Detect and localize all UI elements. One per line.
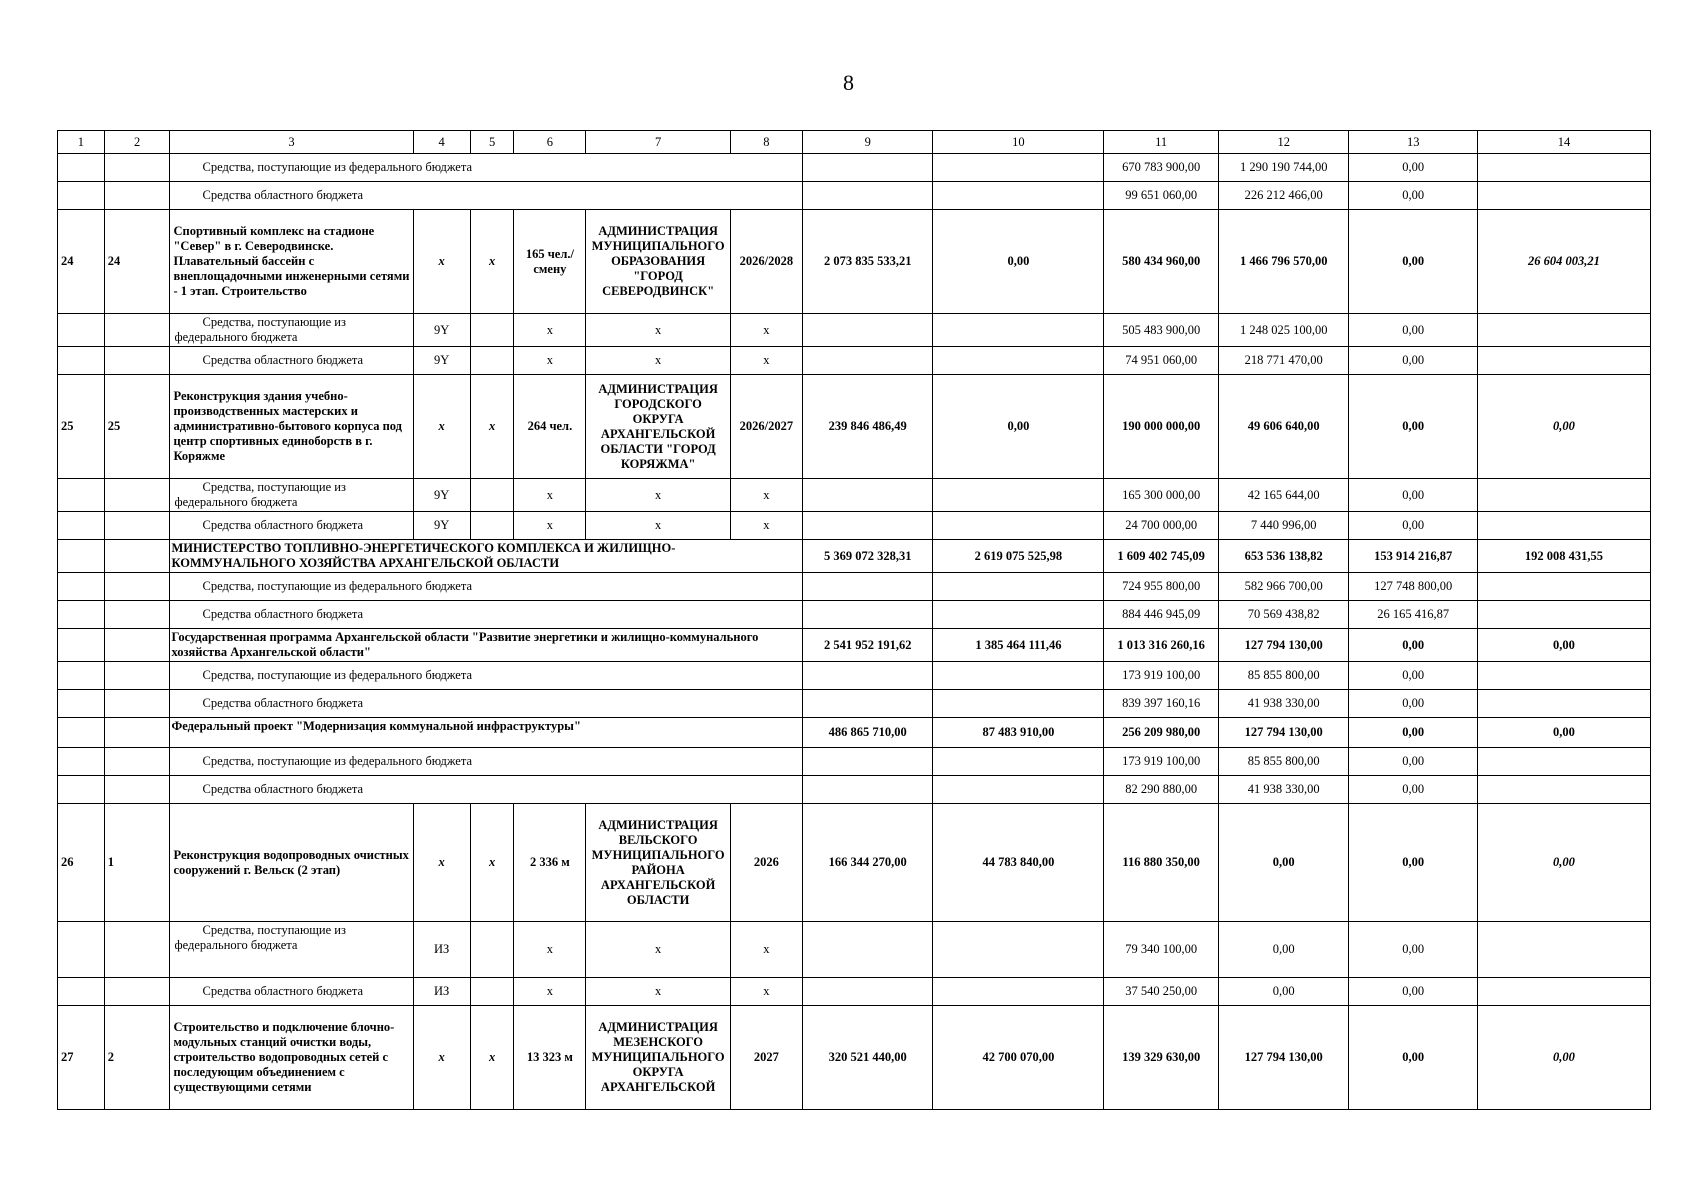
funding-source-label: Средства, поступающие из федерального бюджета xyxy=(170,922,413,978)
table-row xyxy=(58,690,1651,718)
group-title: Федеральный проект "Модернизация коммунальной инфраструктуры" xyxy=(170,718,802,748)
table-row xyxy=(58,922,1651,978)
table-cell: 49 606 640,00 xyxy=(1218,375,1349,479)
table-cell xyxy=(104,512,170,540)
table-cell: 25 xyxy=(104,375,170,479)
table-cell: 218 771 470,00 xyxy=(1218,347,1349,375)
table-cell: х xyxy=(730,512,802,540)
table-row xyxy=(58,210,1651,314)
column-number-cell: 4 xyxy=(413,131,470,154)
table-cell: 127 794 130,00 xyxy=(1218,718,1349,748)
table-cell: 0,00 xyxy=(1218,978,1349,1006)
table-row xyxy=(58,601,1651,629)
table-cell xyxy=(104,718,170,748)
table-cell xyxy=(1477,690,1650,718)
table-cell: 2 619 075 525,98 xyxy=(933,540,1104,573)
table-cell xyxy=(58,347,105,375)
column-number-cell: 8 xyxy=(730,131,802,154)
table-cell: 724 955 800,00 xyxy=(1104,573,1219,601)
funding-source-label: Средства, поступающие из федерального бюджета xyxy=(170,314,413,347)
table-cell: 9Y xyxy=(413,479,470,512)
table-cell xyxy=(104,922,170,978)
table-cell: 2026/2027 xyxy=(730,375,802,479)
table-cell xyxy=(58,922,105,978)
column-number-cell: 9 xyxy=(802,131,933,154)
funding-source-label: Средства областного бюджета xyxy=(170,776,802,804)
table-cell: 0,00 xyxy=(1349,629,1477,662)
table-cell: х xyxy=(514,347,586,375)
table-cell: 74 951 060,00 xyxy=(1104,347,1219,375)
table-cell: 0,00 xyxy=(1349,375,1477,479)
table-cell xyxy=(802,182,933,210)
table-cell: 1 385 464 111,46 xyxy=(933,629,1104,662)
table-cell: 26 604 003,21 xyxy=(1477,210,1650,314)
table-cell xyxy=(1477,601,1650,629)
table-cell: 0,00 xyxy=(1349,347,1477,375)
table-cell: х xyxy=(470,1006,514,1110)
table-cell: х xyxy=(730,314,802,347)
table-cell: х xyxy=(730,347,802,375)
funding-source-label: Средства областного бюджета xyxy=(170,182,802,210)
table-cell: 9Y xyxy=(413,314,470,347)
table-cell: 505 483 900,00 xyxy=(1104,314,1219,347)
table-cell: 42 165 644,00 xyxy=(1218,479,1349,512)
table-cell xyxy=(470,512,514,540)
table-row xyxy=(58,1006,1651,1110)
table-cell: 226 212 466,00 xyxy=(1218,182,1349,210)
table-cell: 0,00 xyxy=(1477,718,1650,748)
table-cell: 0,00 xyxy=(933,210,1104,314)
table-cell xyxy=(933,662,1104,690)
table-cell: х xyxy=(730,922,802,978)
table-cell: 1 248 025 100,00 xyxy=(1218,314,1349,347)
table-cell: 0,00 xyxy=(1477,629,1650,662)
table-cell xyxy=(104,314,170,347)
table-cell: х xyxy=(413,1006,470,1110)
table-cell: 0,00 xyxy=(1349,210,1477,314)
table-cell: 2 073 835 533,21 xyxy=(802,210,933,314)
table-cell xyxy=(1477,662,1650,690)
column-number-cell: 7 xyxy=(586,131,730,154)
table-cell xyxy=(802,512,933,540)
table-cell: 26 165 416,87 xyxy=(1349,601,1477,629)
table-cell xyxy=(802,748,933,776)
table-cell xyxy=(802,978,933,1006)
table-cell: 173 919 100,00 xyxy=(1104,748,1219,776)
table-cell xyxy=(104,978,170,1006)
table-row xyxy=(58,748,1651,776)
table-cell xyxy=(1477,154,1650,182)
table-cell: 27 xyxy=(58,1006,105,1110)
table-cell xyxy=(933,601,1104,629)
funding-source-label: Средства, поступающие из федерального бюджета xyxy=(170,573,802,601)
table-cell xyxy=(470,922,514,978)
table-cell xyxy=(933,182,1104,210)
table-cell xyxy=(58,314,105,347)
table-cell: 173 919 100,00 xyxy=(1104,662,1219,690)
table-cell: 85 855 800,00 xyxy=(1218,748,1349,776)
table-cell xyxy=(933,347,1104,375)
table-cell xyxy=(104,601,170,629)
table-cell xyxy=(802,314,933,347)
table-row xyxy=(58,375,1651,479)
table-cell: х xyxy=(586,314,730,347)
customer-name: АДМИНИСТРАЦИЯ ГОРОДСКОГО ОКРУГА АРХАНГЕЛЬСКОЙ ОБЛАСТИ "ГОРОД КОРЯЖМА" xyxy=(586,375,730,479)
table-row xyxy=(58,182,1651,210)
table-cell: 2 541 952 191,62 xyxy=(802,629,933,662)
table-cell: 670 783 900,00 xyxy=(1104,154,1219,182)
table-cell xyxy=(58,776,105,804)
table-cell xyxy=(1477,922,1650,978)
table-cell: 2 336 м xyxy=(514,804,586,922)
table-cell: 0,00 xyxy=(933,375,1104,479)
column-number-cell: 12 xyxy=(1218,131,1349,154)
customer-name: АДМИНИСТРАЦИЯ МУНИЦИПАЛЬНОГО ОБРАЗОВАНИЯ "ГОРОД СЕВЕРОДВИНСК" xyxy=(586,210,730,314)
table-cell xyxy=(933,314,1104,347)
table-cell: 0,00 xyxy=(1349,804,1477,922)
funding-source-label: Средства областного бюджета xyxy=(170,690,802,718)
table-cell: 2 xyxy=(104,1006,170,1110)
table-cell: 13 323 м xyxy=(514,1006,586,1110)
table-cell: 0,00 xyxy=(1349,776,1477,804)
table-cell: 79 340 100,00 xyxy=(1104,922,1219,978)
table-cell xyxy=(802,479,933,512)
funding-source-label: Средства, поступающие из федерального бюджета xyxy=(170,748,802,776)
table-cell: 24 xyxy=(58,210,105,314)
table-cell: х xyxy=(514,922,586,978)
table-cell xyxy=(933,573,1104,601)
object-name: Реконструкция здания учебно-производственных мастерских и административно-бытового корпуса под центр спортивных единоборств в г. Коряжме xyxy=(170,375,413,479)
table-cell: 41 938 330,00 xyxy=(1218,776,1349,804)
table-cell: х xyxy=(586,978,730,1006)
table-cell xyxy=(104,347,170,375)
table-cell xyxy=(104,154,170,182)
table-cell xyxy=(802,601,933,629)
table-cell: 139 329 630,00 xyxy=(1104,1006,1219,1110)
table-cell: 44 783 840,00 xyxy=(933,804,1104,922)
table-cell: 0,00 xyxy=(1349,512,1477,540)
table-cell xyxy=(933,748,1104,776)
table-cell xyxy=(104,748,170,776)
table-row xyxy=(58,629,1651,662)
group-title: МИНИСТЕРСТВО ТОПЛИВНО-ЭНЕРГЕТИЧЕСКОГО КОМПЛЕКСА И ЖИЛИЩНО-КОММУНАЛЬНОГО ХОЗЯЙСТВА АРХАНГЕЛЬСКОЙ ОБЛАСТИ xyxy=(170,540,802,573)
table-cell xyxy=(802,662,933,690)
table-cell: 486 865 710,00 xyxy=(802,718,933,748)
table-cell: 0,00 xyxy=(1349,690,1477,718)
table-cell: 166 344 270,00 xyxy=(802,804,933,922)
table-cell xyxy=(1477,776,1650,804)
table-cell: 580 434 960,00 xyxy=(1104,210,1219,314)
table-cell xyxy=(802,347,933,375)
table-cell xyxy=(58,154,105,182)
table-cell: 1 290 190 744,00 xyxy=(1218,154,1349,182)
table-cell: 256 209 980,00 xyxy=(1104,718,1219,748)
table-cell xyxy=(58,629,105,662)
table-cell xyxy=(802,690,933,718)
table-cell: х xyxy=(514,314,586,347)
table-cell: х xyxy=(586,347,730,375)
table-cell xyxy=(802,776,933,804)
table-cell: 25 xyxy=(58,375,105,479)
table-cell: 239 846 486,49 xyxy=(802,375,933,479)
table-row xyxy=(58,978,1651,1006)
table-cell: х xyxy=(730,978,802,1006)
table-cell xyxy=(933,512,1104,540)
table-cell: х xyxy=(514,479,586,512)
table-cell xyxy=(1477,314,1650,347)
table-cell xyxy=(1477,182,1650,210)
table-cell xyxy=(1477,573,1650,601)
table-cell: х xyxy=(470,210,514,314)
table-cell: х xyxy=(586,479,730,512)
funding-source-label: Средства, поступающие из федерального бюджета xyxy=(170,662,802,690)
table-cell: 127 748 800,00 xyxy=(1349,573,1477,601)
table-cell xyxy=(58,662,105,690)
table-cell xyxy=(104,182,170,210)
table-cell: х xyxy=(470,375,514,479)
table-cell: 0,00 xyxy=(1349,922,1477,978)
table-cell: 0,00 xyxy=(1349,978,1477,1006)
table-cell: 37 540 250,00 xyxy=(1104,978,1219,1006)
table-cell: 0,00 xyxy=(1218,922,1349,978)
table-cell: 264 чел. xyxy=(514,375,586,479)
table-cell xyxy=(58,748,105,776)
table-row xyxy=(58,804,1651,922)
table-row xyxy=(58,540,1651,573)
column-number-cell: 11 xyxy=(1104,131,1219,154)
table-row xyxy=(58,573,1651,601)
table-cell: 85 855 800,00 xyxy=(1218,662,1349,690)
table-cell: 2027 xyxy=(730,1006,802,1110)
table-cell xyxy=(104,662,170,690)
table-cell xyxy=(1477,748,1650,776)
table-cell xyxy=(933,922,1104,978)
table-cell: 70 569 438,82 xyxy=(1218,601,1349,629)
table-cell: х xyxy=(413,804,470,922)
table-cell: 0,00 xyxy=(1349,748,1477,776)
table-row xyxy=(58,314,1651,347)
column-number-cell: 10 xyxy=(933,131,1104,154)
table-cell: 839 397 160,16 xyxy=(1104,690,1219,718)
table-cell: 0,00 xyxy=(1349,182,1477,210)
table-row xyxy=(58,776,1651,804)
table-cell: 127 794 130,00 xyxy=(1218,1006,1349,1110)
funding-source-label: Средства областного бюджета xyxy=(170,347,413,375)
table-cell: х xyxy=(586,922,730,978)
table-cell: 9Y xyxy=(413,512,470,540)
table-cell: х xyxy=(514,978,586,1006)
page-number: 8 xyxy=(843,70,854,95)
table-cell: 0,00 xyxy=(1349,662,1477,690)
table-cell xyxy=(58,573,105,601)
funding-source-label: Средства, поступающие из федерального бюджета xyxy=(170,154,802,182)
funding-source-label: Средства областного бюджета xyxy=(170,512,413,540)
column-number-cell: 5 xyxy=(470,131,514,154)
table-cell xyxy=(104,479,170,512)
table-cell xyxy=(104,629,170,662)
table-cell xyxy=(933,154,1104,182)
table-cell: 582 966 700,00 xyxy=(1218,573,1349,601)
table-cell: 0,00 xyxy=(1349,314,1477,347)
group-title: Государственная программа Архангельской области "Развитие энергетики и жилищно-коммунального хозяйства Архангельской области" xyxy=(170,629,802,662)
table-cell: 7 440 996,00 xyxy=(1218,512,1349,540)
investment-program-table xyxy=(57,130,1651,1110)
table-row xyxy=(58,347,1651,375)
table-cell: 2026 xyxy=(730,804,802,922)
funding-source-label: Средства, поступающие из федерального бюджета xyxy=(170,479,413,512)
table-cell xyxy=(104,690,170,718)
table-cell: 127 794 130,00 xyxy=(1218,629,1349,662)
column-number-cell: 6 xyxy=(514,131,586,154)
table-cell xyxy=(58,690,105,718)
table-cell: 0,00 xyxy=(1477,1006,1650,1110)
table-cell xyxy=(58,182,105,210)
funding-source-label: Средства областного бюджета xyxy=(170,978,413,1006)
table-cell xyxy=(470,978,514,1006)
table-cell: 41 938 330,00 xyxy=(1218,690,1349,718)
table-cell xyxy=(58,601,105,629)
table-cell: х xyxy=(586,512,730,540)
table-cell: 0,00 xyxy=(1349,479,1477,512)
table-cell: 9Y xyxy=(413,347,470,375)
funding-source-label: Средства областного бюджета xyxy=(170,601,802,629)
customer-name: АДМИНИСТРАЦИЯ МЕЗЕНСКОГО МУНИЦИПАЛЬНОГО ОКРУГА АРХАНГЕЛЬСКОЙ xyxy=(586,1006,730,1110)
table-cell xyxy=(58,479,105,512)
table-cell: 165 300 000,00 xyxy=(1104,479,1219,512)
column-number-cell: 3 xyxy=(170,131,413,154)
table-cell: 0,00 xyxy=(1218,804,1349,922)
table-cell xyxy=(933,479,1104,512)
table-cell xyxy=(933,690,1104,718)
table-cell: х xyxy=(470,804,514,922)
column-number-row xyxy=(58,131,1651,154)
table-cell: 0,00 xyxy=(1477,804,1650,922)
table-cell: 0,00 xyxy=(1349,718,1477,748)
table-cell: 82 290 880,00 xyxy=(1104,776,1219,804)
table-cell: 0,00 xyxy=(1349,1006,1477,1110)
table-cell xyxy=(1477,347,1650,375)
table-cell: 116 880 350,00 xyxy=(1104,804,1219,922)
table-cell: 1 013 316 260,16 xyxy=(1104,629,1219,662)
table-cell: х xyxy=(413,210,470,314)
table-cell xyxy=(802,922,933,978)
column-number-cell: 14 xyxy=(1477,131,1650,154)
table-cell: 87 483 910,00 xyxy=(933,718,1104,748)
table-cell: х xyxy=(514,512,586,540)
table-cell xyxy=(58,718,105,748)
table-cell: 165 чел./смену xyxy=(514,210,586,314)
table-cell xyxy=(104,573,170,601)
table-row xyxy=(58,512,1651,540)
table-cell xyxy=(933,776,1104,804)
table-cell: 320 521 440,00 xyxy=(802,1006,933,1110)
table-cell: 0,00 xyxy=(1477,375,1650,479)
table-cell: 24 700 000,00 xyxy=(1104,512,1219,540)
table-cell xyxy=(1477,978,1650,1006)
table-cell: 0,00 xyxy=(1349,154,1477,182)
table-row xyxy=(58,718,1651,748)
table-cell: 653 536 138,82 xyxy=(1218,540,1349,573)
table-cell xyxy=(1477,512,1650,540)
object-name: Строительство и подключение блочно-модульных станций очистки воды, строительство водопроводных сетей с последующим объединением с существующими сетями xyxy=(170,1006,413,1110)
column-number-cell: 13 xyxy=(1349,131,1477,154)
table-cell xyxy=(470,314,514,347)
table-cell: 192 008 431,55 xyxy=(1477,540,1650,573)
table-cell xyxy=(802,573,933,601)
table-cell: х xyxy=(413,375,470,479)
table-row xyxy=(58,154,1651,182)
customer-name: АДМИНИСТРАЦИЯ ВЕЛЬСКОГО МУНИЦИПАЛЬНОГО РАЙОНА АРХАНГЕЛЬСКОЙ ОБЛАСТИ xyxy=(586,804,730,922)
table-cell xyxy=(104,540,170,573)
table-cell: 5 369 072 328,31 xyxy=(802,540,933,573)
table-cell: 153 914 216,87 xyxy=(1349,540,1477,573)
table-cell xyxy=(58,512,105,540)
table-cell xyxy=(1477,479,1650,512)
table-cell xyxy=(470,479,514,512)
table-cell xyxy=(58,978,105,1006)
table-cell: х xyxy=(730,479,802,512)
table-cell: 99 651 060,00 xyxy=(1104,182,1219,210)
column-number-cell: 2 xyxy=(104,131,170,154)
table-cell: ИЗ xyxy=(413,978,470,1006)
object-name: Реконструкция водопроводных очистных сооружений г. Вельск (2 этап) xyxy=(170,804,413,922)
table-row xyxy=(58,662,1651,690)
table-cell: 2026/2028 xyxy=(730,210,802,314)
table-cell: 190 000 000,00 xyxy=(1104,375,1219,479)
table-cell: 1 xyxy=(104,804,170,922)
table-cell xyxy=(470,347,514,375)
column-number-cell: 1 xyxy=(58,131,105,154)
table-cell: 884 446 945,09 xyxy=(1104,601,1219,629)
object-name: Спортивный комплекс на стадионе "Север" в г. Северодвинске. Плавательный бассейн с внеплощадочными инженерными сетями - 1 этап. Строительство xyxy=(170,210,413,314)
table-cell: 42 700 070,00 xyxy=(933,1006,1104,1110)
table-cell xyxy=(933,978,1104,1006)
table-cell xyxy=(58,540,105,573)
table-cell: 1 609 402 745,09 xyxy=(1104,540,1219,573)
table-cell xyxy=(802,154,933,182)
table-cell: 26 xyxy=(58,804,105,922)
table-cell: 1 466 796 570,00 xyxy=(1218,210,1349,314)
table-row xyxy=(58,479,1651,512)
table-cell: 24 xyxy=(104,210,170,314)
table-cell xyxy=(104,776,170,804)
table-cell: ИЗ xyxy=(413,922,470,978)
